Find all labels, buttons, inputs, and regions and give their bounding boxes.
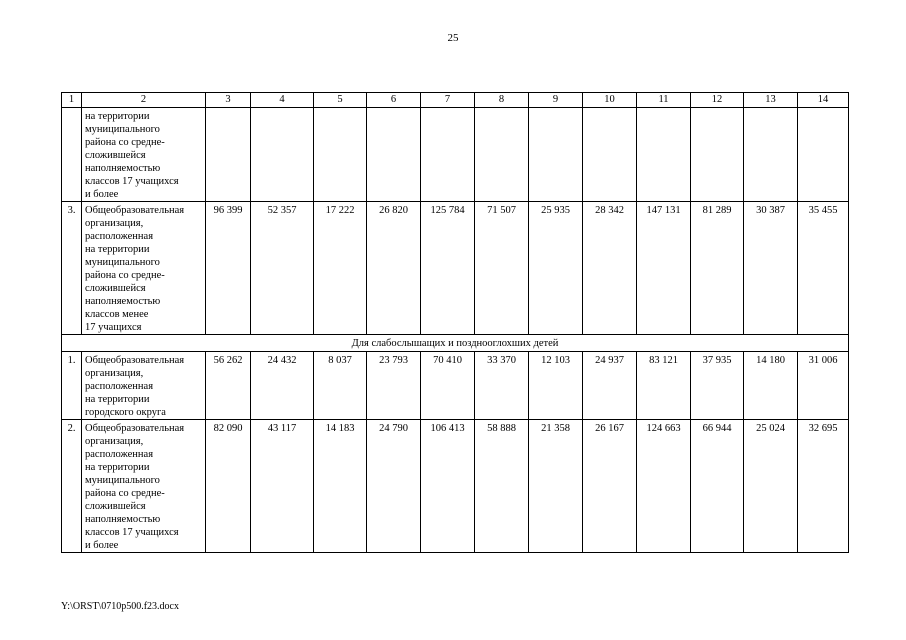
column-header: 4 (251, 93, 314, 108)
value-cell (637, 108, 691, 202)
organization-name-line: и более (85, 189, 119, 200)
value-cell: 37 935 (691, 352, 744, 420)
value-cell: 32 695 (798, 420, 849, 553)
value-cell: 25 935 (529, 202, 583, 335)
value-cell: 23 793 (367, 352, 421, 420)
value-cell (744, 108, 798, 202)
section-title: Для слабослышащих и позднооглохших детей (62, 335, 849, 352)
file-path-footer: Y:\ORST\0710p500.f23.docx (61, 601, 179, 612)
row-number (62, 108, 82, 202)
value-cell (314, 108, 367, 202)
column-header: 10 (583, 93, 637, 108)
value-cell: 28 342 (583, 202, 637, 335)
organization-name-line: наполняемостью (85, 296, 161, 307)
organization-name-line: классов 17 учащихся (85, 527, 179, 538)
value-cell: 56 262 (206, 352, 251, 420)
column-header: 1 (62, 93, 82, 108)
data-table (61, 92, 849, 553)
column-header: 2 (82, 93, 206, 108)
organization-name-line: Общеобразовательная (85, 205, 185, 216)
value-cell: 124 663 (637, 420, 691, 553)
organization-name-cell (82, 108, 206, 202)
value-cell: 147 131 (637, 202, 691, 335)
column-header: 12 (691, 93, 744, 108)
organization-name-line: наполняемостью (85, 514, 161, 525)
value-cell (475, 108, 529, 202)
organization-name-line: организация, (85, 218, 144, 229)
value-cell: 71 507 (475, 202, 529, 335)
value-cell: 26 167 (583, 420, 637, 553)
organization-name-line: муниципального (85, 475, 160, 486)
row-number: 3. (62, 202, 82, 335)
organization-name-line: Общеобразовательная (85, 355, 185, 366)
organization-name-line: на территории (85, 111, 150, 122)
organization-name-line: на территории (85, 244, 150, 255)
organization-name-line: на территории (85, 462, 150, 473)
row-number: 2. (62, 420, 82, 553)
organization-name-line: организация, (85, 436, 144, 447)
table-row (62, 108, 849, 202)
value-cell: 31 006 (798, 352, 849, 420)
value-cell: 83 121 (637, 352, 691, 420)
organization-name-line: сложившейся (85, 150, 146, 161)
column-header: 14 (798, 93, 849, 108)
page-number: 25 (447, 32, 459, 44)
organization-name-cell (82, 202, 206, 335)
organization-name-cell (82, 420, 206, 553)
organization-name-line: сложившейся (85, 501, 146, 512)
value-cell: 24 790 (367, 420, 421, 553)
value-cell: 70 410 (421, 352, 475, 420)
organization-name-line: организация, (85, 368, 144, 379)
value-cell: 106 413 (421, 420, 475, 553)
value-cell: 14 183 (314, 420, 367, 553)
value-cell: 58 888 (475, 420, 529, 553)
value-cell: 30 387 (744, 202, 798, 335)
value-cell (583, 108, 637, 202)
organization-name-line: классов менее (85, 309, 149, 320)
column-header: 3 (206, 93, 251, 108)
value-cell (421, 108, 475, 202)
value-cell: 17 222 (314, 202, 367, 335)
value-cell: 12 103 (529, 352, 583, 420)
value-cell: 82 090 (206, 420, 251, 553)
organization-name-line: района со средне- (85, 270, 165, 281)
organization-name-line: Общеобразовательная (85, 423, 185, 434)
organization-name-line: муниципального (85, 257, 160, 268)
value-cell: 24 432 (251, 352, 314, 420)
organization-name-line: расположенная (85, 231, 154, 242)
value-cell (206, 108, 251, 202)
organization-name-line: муниципального (85, 124, 160, 135)
value-cell: 24 937 (583, 352, 637, 420)
value-cell: 125 784 (421, 202, 475, 335)
value-cell: 26 820 (367, 202, 421, 335)
column-header: 5 (314, 93, 367, 108)
value-cell (251, 108, 314, 202)
organization-name-cell (82, 352, 206, 420)
table-row (62, 202, 849, 335)
organization-name-line: городского округа (85, 407, 166, 418)
value-cell: 66 944 (691, 420, 744, 553)
value-cell (367, 108, 421, 202)
value-cell: 35 455 (798, 202, 849, 335)
organization-name-line: 17 учащихся (85, 322, 142, 333)
value-cell: 52 357 (251, 202, 314, 335)
organization-name-line: классов 17 учащихся (85, 176, 179, 187)
value-cell: 33 370 (475, 352, 529, 420)
organization-name-line: района со средне- (85, 488, 165, 499)
value-cell (691, 108, 744, 202)
organization-name-line: района со средне- (85, 137, 165, 148)
value-cell: 8 037 (314, 352, 367, 420)
table-row (62, 420, 849, 553)
section-row (62, 335, 849, 352)
value-cell: 43 117 (251, 420, 314, 553)
organization-name-line: сложившейся (85, 283, 146, 294)
column-header: 8 (475, 93, 529, 108)
value-cell: 14 180 (744, 352, 798, 420)
row-number: 1. (62, 352, 82, 420)
value-cell (529, 108, 583, 202)
value-cell: 25 024 (744, 420, 798, 553)
value-cell: 21 358 (529, 420, 583, 553)
table-row (62, 352, 849, 420)
header-row (62, 93, 849, 108)
value-cell (798, 108, 849, 202)
organization-name-line: на территории (85, 394, 150, 405)
column-header: 9 (529, 93, 583, 108)
column-header: 7 (421, 93, 475, 108)
value-cell: 81 289 (691, 202, 744, 335)
organization-name-line: расположенная (85, 381, 154, 392)
organization-name-line: расположенная (85, 449, 154, 460)
column-header: 11 (637, 93, 691, 108)
organization-name-line: наполняемостью (85, 163, 161, 174)
column-header: 13 (744, 93, 798, 108)
value-cell: 96 399 (206, 202, 251, 335)
organization-name-line: и более (85, 540, 119, 551)
column-header: 6 (367, 93, 421, 108)
